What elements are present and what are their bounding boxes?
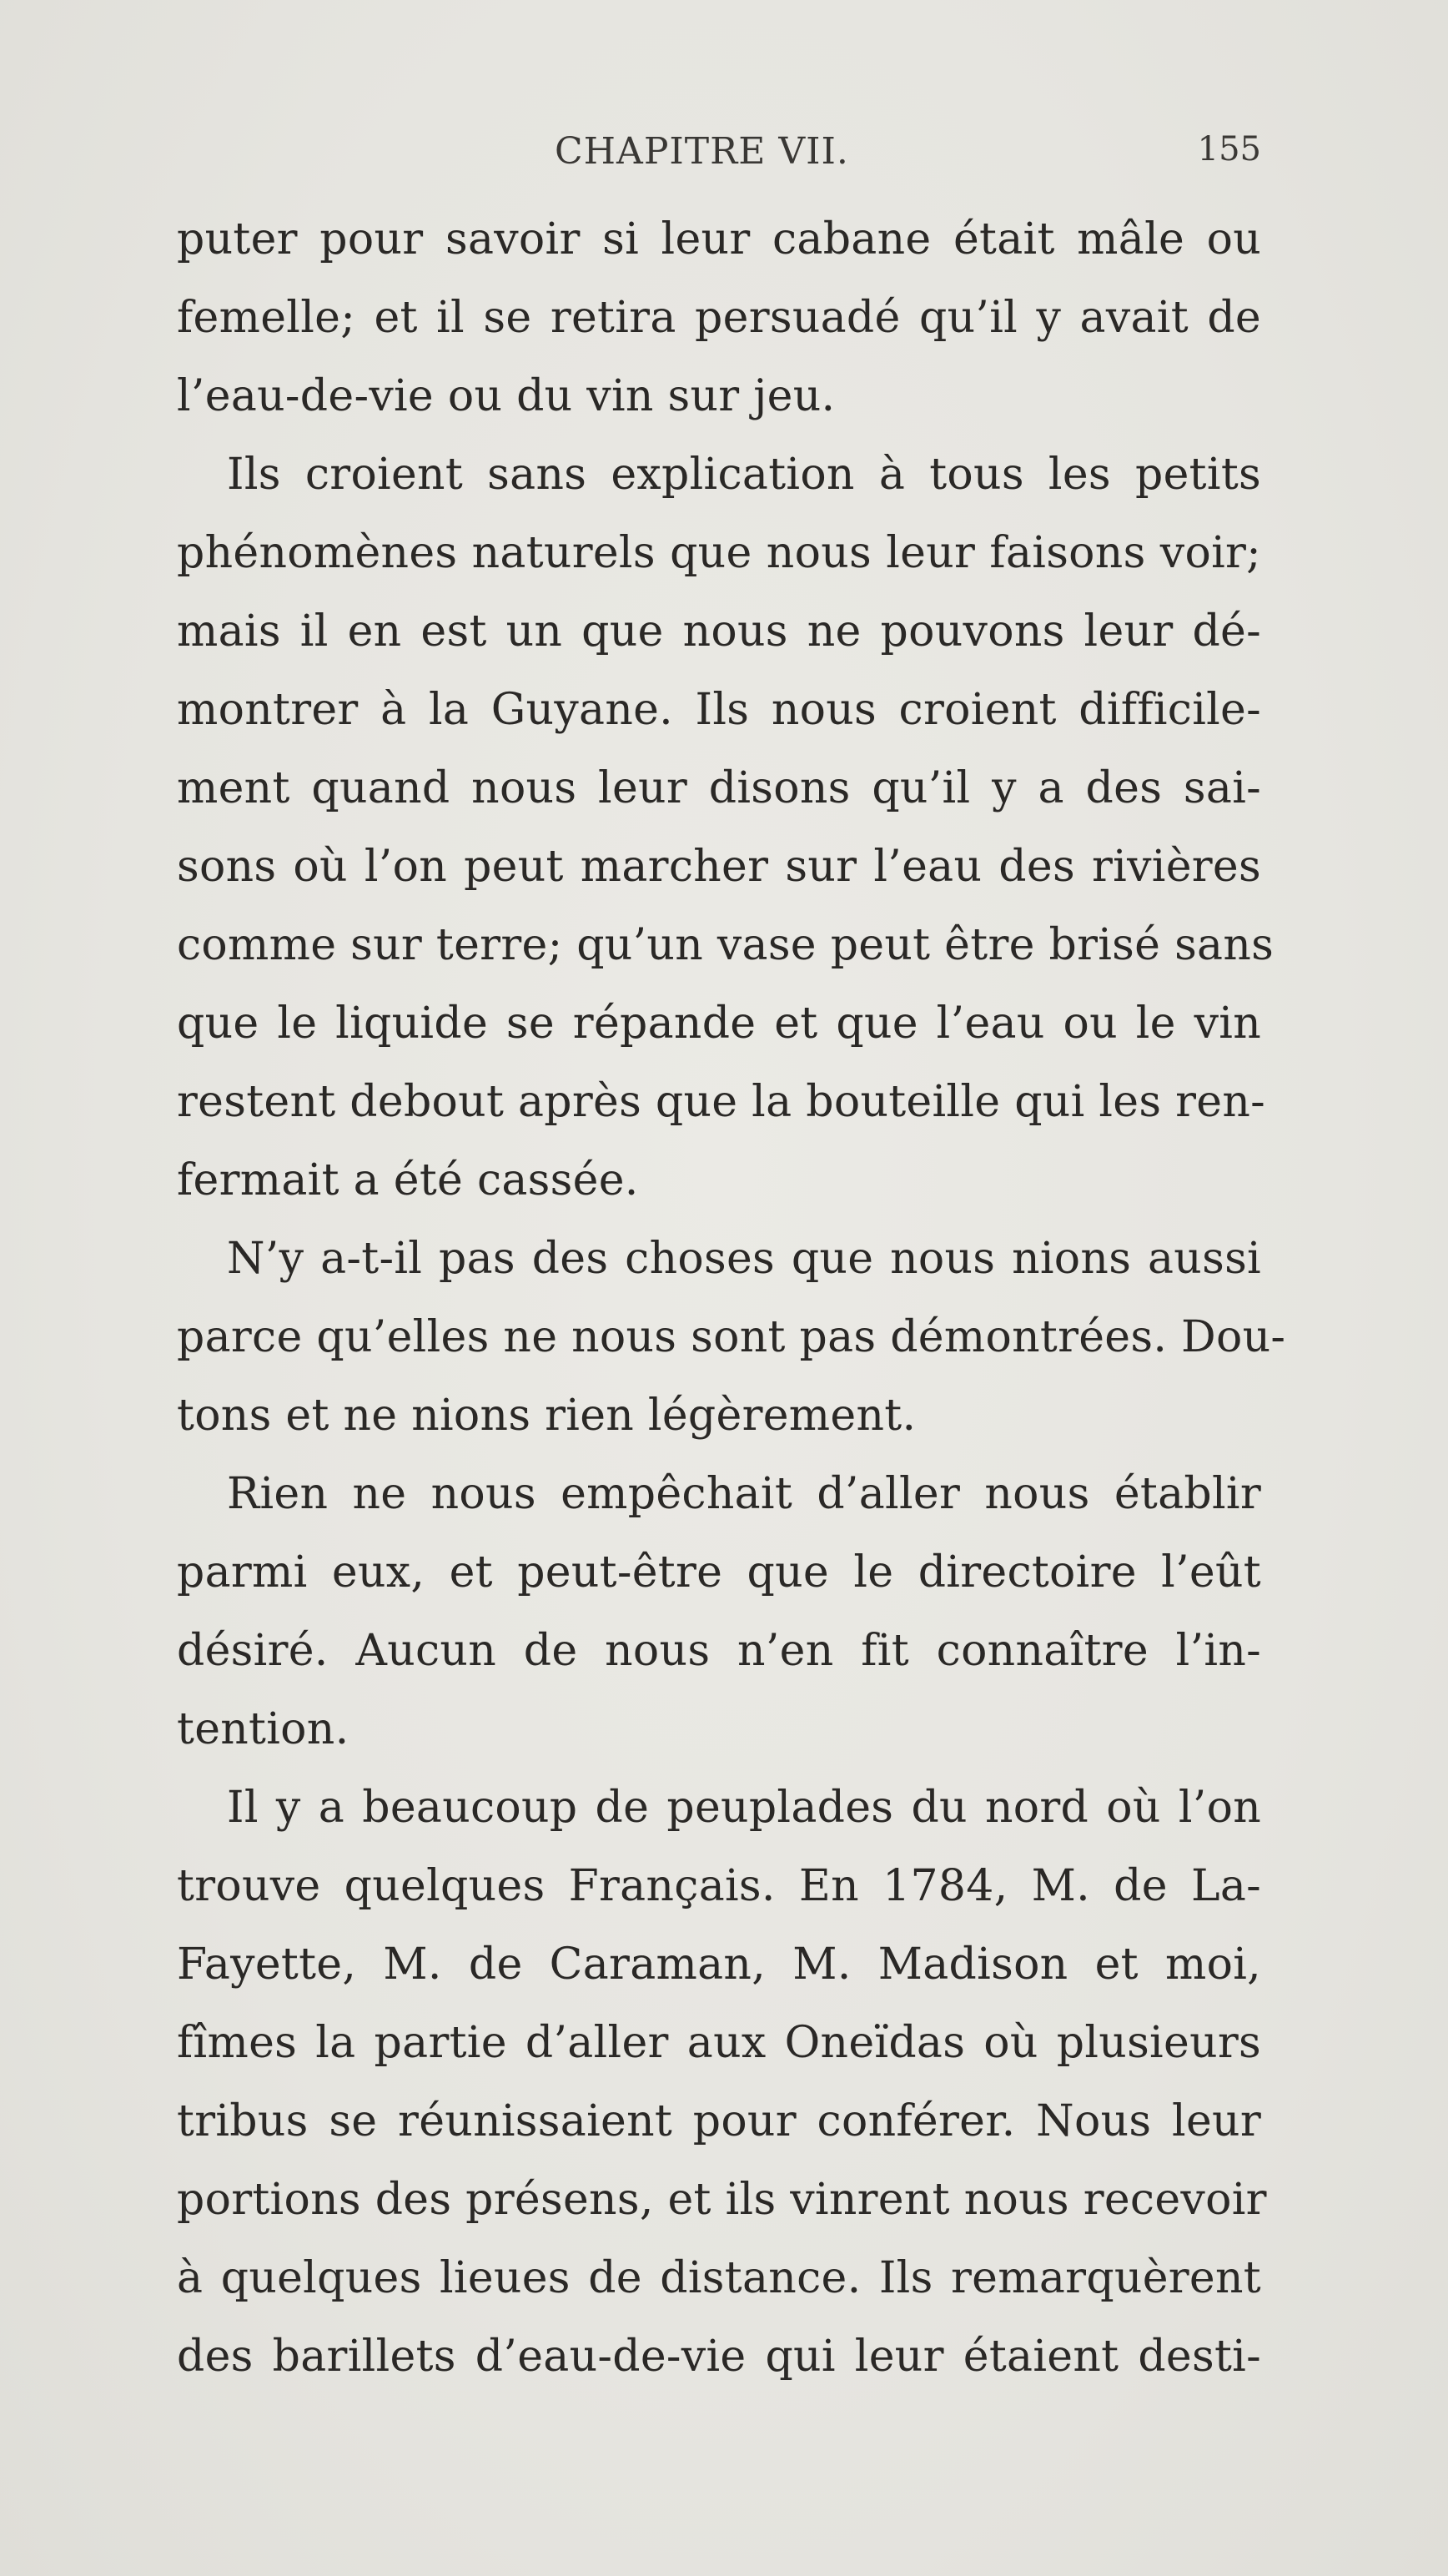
text-line: que le liquide se répande et que l’eau ou le vin bbox=[177, 999, 1261, 1049]
text-line: des barillets d’eau-de-vie qui leur étaient desti- bbox=[177, 2332, 1261, 2382]
text-line: tons et ne nions rien légèrement. bbox=[177, 1391, 917, 1441]
text-line: l’eau-de-vie ou du vin sur jeu. bbox=[177, 371, 836, 421]
text-line: phénomènes naturels que nous leur faisons voir; bbox=[177, 528, 1261, 578]
text-line: femelle; et il se retira persuadé qu’il y avait de bbox=[177, 293, 1261, 343]
text-line: désiré. Aucun de nous n’en fit connaître l’in- bbox=[177, 1626, 1261, 1676]
text-line: tribus se réunissaient pour conférer. Nous leur bbox=[177, 2096, 1261, 2146]
text-line: N’y a-t-il pas des choses que nous nions aussi bbox=[227, 1234, 1261, 1284]
text-line: sons où l’on peut marcher sur l’eau des rivières bbox=[177, 842, 1261, 892]
text-line: fermait a été cassée. bbox=[177, 1155, 639, 1205]
text-line: puter pour savoir si leur cabane était mâle ou bbox=[177, 214, 1261, 264]
text-line: trouve quelques Français. En 1784, M. de La- bbox=[177, 1861, 1261, 1911]
text-line: fîmes la partie d’aller aux Oneïdas où plusieurs bbox=[177, 2018, 1261, 2068]
text-line: comme sur terre; qu’un vase peut être brisé sans bbox=[177, 920, 1275, 970]
text-line: tention. bbox=[177, 1704, 349, 1754]
page-number: 155 bbox=[1197, 130, 1261, 169]
text-line: mais il en est un que nous ne pouvons leur dé- bbox=[177, 606, 1261, 657]
text-line: Fayette, M. de Caraman, M. Madison et moi, bbox=[177, 1940, 1261, 1990]
text-line: Rien ne nous empêchait d’aller nous établir bbox=[227, 1469, 1261, 1519]
running-head bbox=[177, 130, 1261, 180]
text-line: parce qu’elles ne nous sont pas démontrées. Dou- bbox=[177, 1312, 1286, 1362]
text-line: ment quand nous leur disons qu’il y a des sai- bbox=[177, 763, 1261, 813]
body-text bbox=[177, 200, 1286, 2396]
text-line: portions des présens, et ils vinrent nous recevoir bbox=[177, 2175, 1267, 2225]
text-line: Il y a beaucoup de peuplades du nord où l’on bbox=[227, 1783, 1261, 1833]
text-line: Ils croient sans explication à tous les petits bbox=[227, 450, 1261, 500]
chapter-title: CHAPITRE VII. bbox=[555, 130, 849, 173]
text-line: montrer à la Guyane. Ils nous croient difficile- bbox=[177, 685, 1261, 735]
text-line: à quelques lieues de distance. Ils remarquèrent bbox=[177, 2253, 1261, 2303]
text-line: parmi eux, et peut-être que le directoire l’eût bbox=[177, 1547, 1261, 1597]
text-line: restent debout après que la bouteille qui les ren- bbox=[177, 1077, 1266, 1127]
